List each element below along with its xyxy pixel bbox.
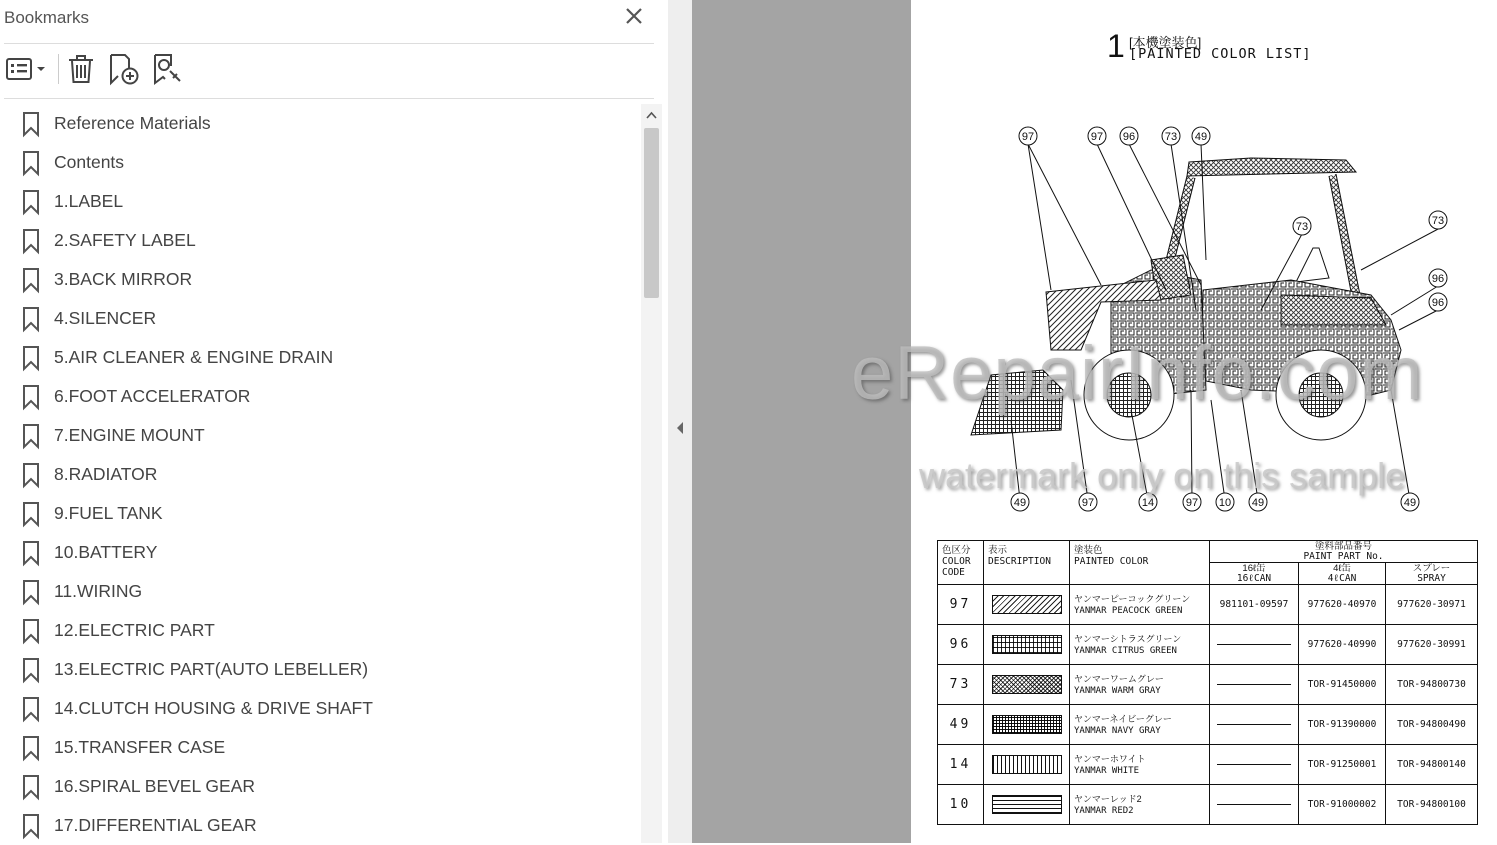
table-row (938, 705, 1478, 745)
bookmark-icon (22, 501, 40, 527)
header-painted-color: 塗装色 PAINTED COLOR (1070, 541, 1210, 585)
bookmark-label: 14.CLUTCH HOUSING & DRIVE SHAFT (54, 698, 373, 718)
add-bookmark-icon (107, 52, 141, 86)
bookmark-item[interactable] (22, 611, 622, 650)
svg-text:49: 49 (1194, 131, 1208, 143)
svg-text:73: 73 (1431, 215, 1445, 227)
pattern-swatch (992, 715, 1062, 734)
bookmarks-panel (0, 0, 668, 843)
find-bookmark-button[interactable] (151, 52, 183, 86)
bookmark-item[interactable] (22, 728, 622, 767)
bookmark-label: 4.SILENCER (54, 308, 157, 328)
bookmark-icon (22, 813, 40, 839)
triangle-left-icon (674, 420, 686, 436)
color-code: 10 (938, 785, 984, 825)
color-table-body (938, 585, 1478, 825)
svg-text:96: 96 (1431, 273, 1445, 285)
bookmark-label: 13.ELECTRIC PART(AUTO LEBELLER) (54, 659, 369, 679)
svg-text:73: 73 (1164, 131, 1178, 143)
bookmark-item[interactable] (22, 221, 622, 260)
color-name: ヤンマーネイビーグレー YANMAR NAVY GRAY (1070, 705, 1210, 745)
panel-splitter[interactable] (668, 0, 692, 843)
svg-text:10: 10 (1218, 497, 1232, 509)
bookmark-item[interactable] (22, 377, 622, 416)
bookmark-icon (22, 774, 40, 800)
part-4l-can: TOR-91000002 (1299, 785, 1386, 825)
toolbar-divider (58, 54, 59, 84)
callout-mid-4 (1429, 293, 1447, 311)
color-code: 49 (938, 705, 984, 745)
page-title: [PAINTED COLOR LIST] (1129, 46, 1312, 62)
bookmark-item[interactable] (22, 689, 622, 728)
close-panel-button[interactable] (622, 4, 646, 28)
close-icon (622, 4, 646, 28)
bookmark-icon (22, 384, 40, 410)
document-background (692, 0, 911, 843)
bookmark-item[interactable] (22, 299, 622, 338)
callout-top-5 (1192, 127, 1210, 145)
color-name: ヤンマーホワイト YANMAR WHITE (1070, 745, 1210, 785)
part-4l-can: TOR-91450000 (1299, 665, 1386, 705)
part-4l-can: TOR-91250001 (1299, 745, 1386, 785)
bookmark-label: 11.WIRING (54, 581, 143, 601)
toolbar-divider-bottom (4, 98, 654, 99)
bookmark-icon (22, 189, 40, 215)
part-spray: TOR-94800730 (1386, 665, 1478, 705)
bookmark-item[interactable] (22, 338, 622, 377)
callout-mid-2 (1429, 211, 1447, 229)
scroll-up-button[interactable] (641, 104, 662, 126)
part-4l-can: TOR-91390000 (1299, 705, 1386, 745)
bookmark-label: 9.FUEL TANK (54, 503, 163, 523)
part-16l-can (1210, 625, 1299, 665)
panel-header-divider (4, 43, 654, 44)
scroll-thumb[interactable] (644, 128, 659, 298)
svg-text:49: 49 (1251, 497, 1265, 509)
find-bookmark-icon (151, 52, 183, 86)
bookmark-label: 15.TRANSFER CASE (54, 737, 226, 757)
header-paint-part: 塗料部品番号 PAINT PART No. (1210, 541, 1478, 563)
panel-title: Bookmarks (4, 8, 90, 27)
part-4l-can: 977620-40970 (1299, 585, 1386, 625)
pattern-swatch-cell (984, 745, 1070, 785)
bookmark-item[interactable] (22, 767, 622, 806)
bookmark-item[interactable] (22, 260, 622, 299)
pattern-swatch (992, 635, 1062, 654)
bookmark-label: 12.ELECTRIC PART (54, 620, 215, 640)
header-color-code: 色区分 COLOR CODE (938, 541, 984, 585)
part-spray: TOR-94800100 (1386, 785, 1478, 825)
table-row (938, 785, 1478, 825)
bookmark-icon (22, 696, 40, 722)
svg-text:97: 97 (1081, 497, 1095, 509)
part-16l-can (1210, 785, 1299, 825)
empty-dash (1217, 724, 1291, 725)
svg-text:49: 49 (1013, 497, 1027, 509)
bookmark-icon (22, 345, 40, 371)
list-options-icon (6, 54, 46, 84)
svg-text:14: 14 (1141, 497, 1155, 509)
bookmark-item[interactable] (22, 416, 622, 455)
color-name: ヤンマーレッド2 YANMAR RED2 (1070, 785, 1210, 825)
pattern-swatch (992, 675, 1062, 694)
bookmark-label: Reference Materials (54, 113, 211, 133)
bookmark-list (0, 104, 640, 843)
part-spray: 977620-30991 (1386, 625, 1478, 665)
empty-dash (1217, 764, 1291, 765)
pattern-swatch (992, 755, 1062, 774)
bookmark-icon (22, 657, 40, 683)
bookmark-icon (22, 111, 40, 137)
bookmark-label: 16.SPIRAL BEVEL GEAR (54, 776, 256, 796)
part-spray: 977620-30971 (1386, 585, 1478, 625)
trash-icon (66, 53, 96, 85)
callout-top-4 (1162, 127, 1180, 145)
bookmark-icon (22, 735, 40, 761)
callout-top-1 (1019, 127, 1037, 145)
empty-dash (1217, 804, 1291, 805)
watermark-sub: watermark only on this sample (919, 455, 1406, 496)
bookmark-item[interactable] (22, 455, 622, 494)
bookmark-item[interactable] (22, 494, 622, 533)
svg-text:97: 97 (1090, 131, 1104, 143)
bookmark-icon (22, 462, 40, 488)
bookmark-label: 3.BACK MIRROR (54, 269, 193, 289)
bookmark-icon (22, 267, 40, 293)
pattern-swatch-cell (984, 665, 1070, 705)
svg-text:97: 97 (1021, 131, 1035, 143)
color-code: 73 (938, 665, 984, 705)
color-name: ヤンマーワームグレー YANMAR WARM GRAY (1070, 665, 1210, 705)
callout-mid-1 (1293, 217, 1311, 235)
bookmark-item[interactable] (22, 650, 622, 689)
header-spray: スプレー SPRAY (1386, 563, 1478, 585)
part-spray: TOR-94800490 (1386, 705, 1478, 745)
svg-text:73: 73 (1295, 221, 1309, 233)
chevron-up-icon (641, 104, 662, 126)
pattern-swatch-cell (984, 585, 1070, 625)
page-number: 1 (1107, 28, 1125, 64)
bookmark-item[interactable] (22, 182, 622, 221)
delete-bookmark-button[interactable] (66, 52, 96, 86)
bookmark-item[interactable] (22, 104, 622, 143)
bookmark-label: 5.AIR CLEANER & ENGINE DRAIN (54, 347, 334, 367)
part-spray: TOR-94800140 (1386, 745, 1478, 785)
pattern-swatch-cell (984, 785, 1070, 825)
bookmark-label: 7.ENGINE MOUNT (54, 425, 205, 445)
bookmark-item[interactable] (22, 533, 622, 572)
pattern-swatch (992, 595, 1062, 614)
svg-text:96: 96 (1431, 297, 1445, 309)
pattern-swatch-cell (984, 705, 1070, 745)
table-row (938, 585, 1478, 625)
callout-mid-3 (1429, 269, 1447, 287)
bookmark-label: 10.BATTERY (54, 542, 158, 562)
color-name: ヤンマーシトラスグリーン YANMAR CITRUS GREEN (1070, 625, 1210, 665)
bookmark-icon (22, 579, 40, 605)
svg-text:97: 97 (1185, 497, 1199, 509)
table-row (938, 665, 1478, 705)
part-16l-can (1210, 745, 1299, 785)
part-16l-can (1210, 665, 1299, 705)
empty-dash (1217, 644, 1291, 645)
bookmark-icon (22, 150, 40, 176)
bookmark-icon (22, 618, 40, 644)
new-bookmark-button[interactable] (107, 52, 141, 86)
collapse-panel-button[interactable] (674, 420, 686, 441)
bookmark-item[interactable] (22, 806, 622, 845)
bookmark-icon (22, 540, 40, 566)
part-16l-can: 981101-09597 (1210, 585, 1299, 625)
color-code: 96 (938, 625, 984, 665)
color-code: 14 (938, 745, 984, 785)
bookmark-label: 2.SAFETY LABEL (54, 230, 196, 250)
bookmark-icon (22, 306, 40, 332)
bookmark-scrollbar[interactable] (641, 104, 662, 843)
table-row (938, 745, 1478, 785)
page-title-japanese: [本機塗装色] (1129, 35, 1202, 50)
color-code: 97 (938, 585, 984, 625)
part-4l-can: 977620-40990 (1299, 625, 1386, 665)
bookmark-icon (22, 228, 40, 254)
document-page (851, 0, 1497, 843)
pattern-swatch-cell (984, 625, 1070, 665)
bookmark-options-button[interactable] (6, 52, 46, 86)
svg-text:49: 49 (1403, 497, 1417, 509)
empty-dash (1217, 684, 1291, 685)
watermark-main: eRepairInfo.com (851, 331, 1424, 416)
bookmark-label: Contents (54, 152, 125, 172)
header-4l-can: 4ℓ缶 4ℓCAN (1299, 563, 1386, 585)
header-16l-can: 16ℓ缶 16ℓCAN (1210, 563, 1299, 585)
bookmark-label: 1.LABEL (54, 191, 124, 211)
painted-color-table (937, 540, 1478, 825)
bookmark-item[interactable] (22, 143, 622, 182)
bookmark-label: 6.FOOT ACCELERATOR (54, 386, 251, 406)
bookmark-label: 8.RADIATOR (54, 464, 158, 484)
bookmark-item[interactable] (22, 572, 622, 611)
table-row (938, 625, 1478, 665)
part-16l-can (1210, 705, 1299, 745)
color-name: ヤンマーピーコックグリーン YANMAR PEACOCK GREEN (1070, 585, 1210, 625)
callout-top-2 (1088, 127, 1106, 145)
svg-text:96: 96 (1122, 131, 1136, 143)
header-description: 表示 DESCRIPTION (984, 541, 1070, 585)
bookmark-icon (22, 423, 40, 449)
callout-top-3 (1120, 127, 1138, 145)
pattern-swatch (992, 795, 1062, 814)
bookmark-label: 17.DIFFERENTIAL GEAR (54, 815, 257, 835)
